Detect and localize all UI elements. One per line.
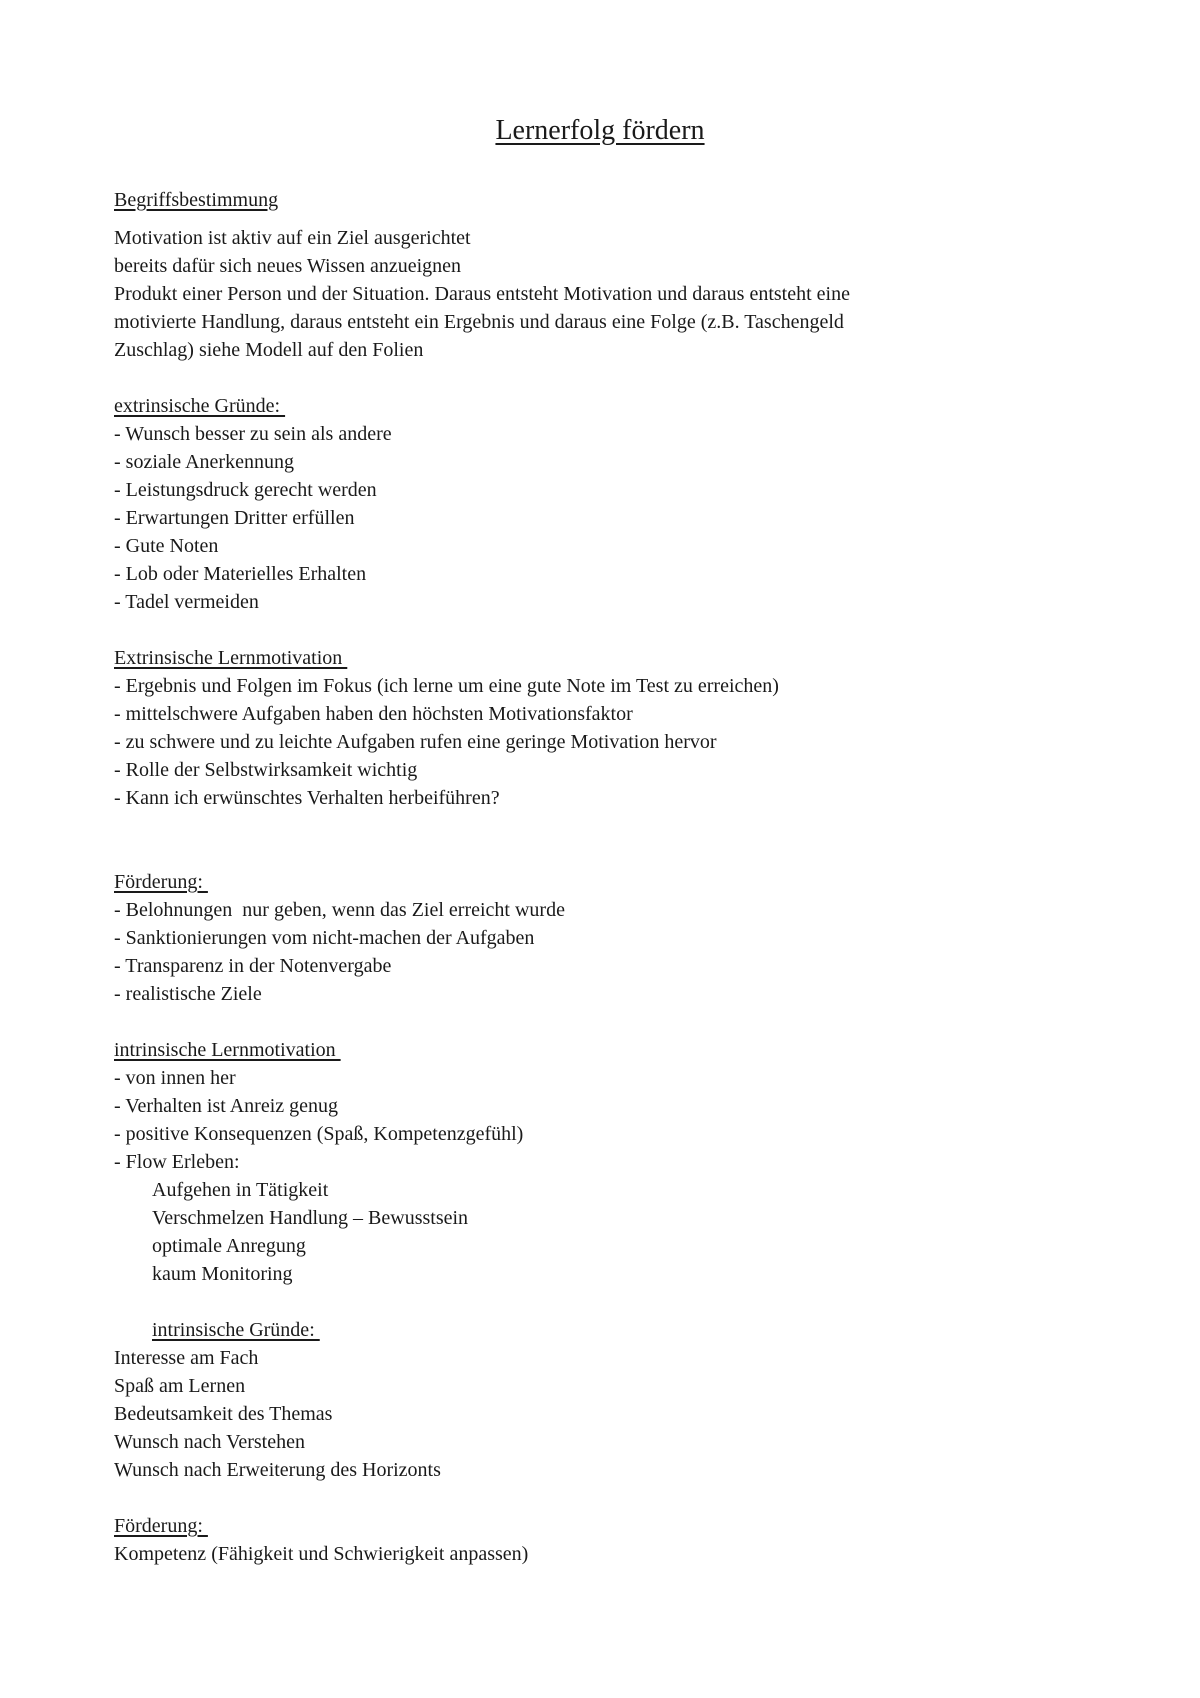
section-extrinsische-lernmotivation (114, 644, 1054, 812)
flow-item: optimale Anregung (152, 1235, 306, 1257)
list-item: Wunsch nach Verstehen (114, 1431, 305, 1453)
list-item: - Belohnungen nur geben, wenn das Ziel erreicht wurde (114, 899, 565, 921)
text-line: bereits dafür sich neues Wissen anzueignen (114, 255, 462, 277)
section-begriffsbestimmung (114, 186, 1054, 364)
text-line: Produkt einer Person und der Situation. Daraus entsteht Motivation und daraus entsteht eine (114, 283, 850, 305)
list-item: Spaß am Lernen (114, 1375, 246, 1397)
list-item: - Erwartungen Dritter erfüllen (114, 507, 355, 529)
list-item: - soziale Anerkennung (114, 451, 294, 473)
section-heading: intrinsische Lernmotivation (114, 1039, 341, 1061)
list-item: Interesse am Fach (114, 1347, 259, 1369)
list-item: - positive Konsequenzen (Spaß, Kompetenzgefühl) (114, 1123, 524, 1145)
flow-item: kaum Monitoring (152, 1263, 293, 1285)
list-item: - zu schwere und zu leichte Aufgaben rufen eine geringe Motivation hervor (114, 731, 717, 753)
list-item: Wunsch nach Erweiterung des Horizonts (114, 1459, 441, 1481)
section-foerderung-intrinsisch (114, 1512, 1054, 1568)
section-intrinsische-lernmotivation (114, 1036, 1054, 1288)
section-heading: Förderung: (114, 871, 208, 893)
section-heading: Förderung: (114, 1515, 208, 1537)
list-item: - Leistungsdruck gerecht werden (114, 479, 377, 501)
section-heading: extrinsische Gründe: (114, 395, 286, 417)
list-item: - Ergebnis und Folgen im Fokus (ich lerne um eine gute Note im Test zu erreichen) (114, 675, 779, 697)
list-item: - Tadel vermeiden (114, 591, 259, 613)
flow-item: Verschmelzen Handlung – Bewusstsein (152, 1207, 469, 1229)
list-item: - mittelschwere Aufgaben haben den höchsten Motivationsfaktor (114, 703, 633, 725)
list-item: - Flow Erleben: (114, 1151, 240, 1173)
list-item: - von innen her (114, 1067, 236, 1089)
list-item: - Rolle der Selbstwirksamkeit wichtig (114, 759, 418, 781)
list-item: - Wunsch besser zu sein als andere (114, 423, 392, 445)
text-line: Motivation ist aktiv auf ein Ziel ausgerichtet (114, 227, 471, 249)
section-foerderung-extrinsisch (114, 868, 1054, 1008)
list-item: - Kann ich erwünschtes Verhalten herbeiführen? (114, 787, 500, 809)
section-extrinsische-gruende (114, 392, 1054, 616)
list-item: - realistische Ziele (114, 983, 262, 1005)
list-item: Kompetenz (Fähigkeit und Schwierigkeit anpassen) (114, 1543, 529, 1565)
section-heading: intrinsische Gründe: (152, 1319, 320, 1341)
section-heading: Extrinsische Lernmotivation (114, 647, 348, 669)
list-item: - Gute Noten (114, 535, 219, 557)
list-item: Bedeutsamkeit des Themas (114, 1403, 333, 1425)
section-heading: Begriffsbestimmung (114, 189, 279, 211)
text-line: Zuschlag) siehe Modell auf den Folien (114, 339, 424, 361)
section-intrinsische-gruende (114, 1316, 1054, 1484)
text-line: motivierte Handlung, daraus entsteht ein Ergebnis und daraus eine Folge (z.B. Taschengeld (114, 311, 844, 333)
document-body (114, 186, 1054, 1568)
list-item: - Sanktionierungen vom nicht-machen der Aufgaben (114, 927, 535, 949)
list-item: - Transparenz in der Notenvergabe (114, 955, 392, 977)
page-title: Lernerfolg fördern (495, 115, 705, 146)
list-item: - Verhalten ist Anreiz genug (114, 1095, 339, 1117)
flow-item: Aufgehen in Tätigkeit (152, 1179, 329, 1201)
list-item: - Lob oder Materielles Erhalten (114, 563, 367, 585)
